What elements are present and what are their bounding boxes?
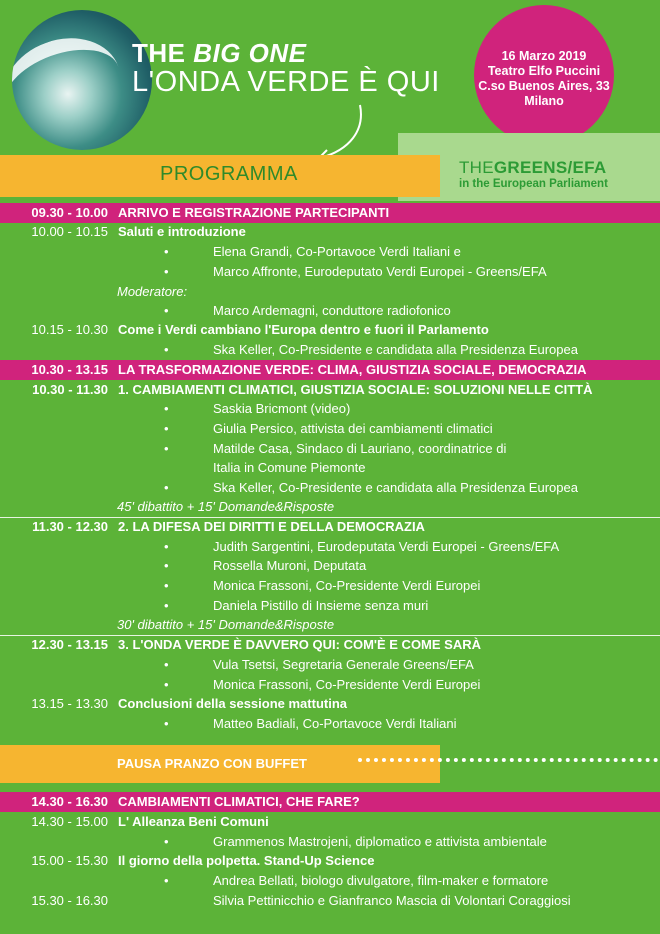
speaker-text: Italia in Comune Piemonte bbox=[213, 460, 366, 475]
speaker-text: Matilde Casa, Sindaco di Lauriano, coordinatrice di bbox=[213, 441, 507, 456]
bullet-icon: • bbox=[164, 401, 169, 416]
speaker-text: Andrea Bellati, biologo divulgatore, film-maker e formatore bbox=[213, 873, 549, 888]
speaker-text: Saskia Bricmont (video) bbox=[213, 401, 351, 416]
speaker-text: Vula Tsetsi, Segretaria Generale Greens/EFA bbox=[213, 657, 474, 672]
session-row bbox=[0, 320, 660, 340]
speaker-text: Judith Sargentini, Eurodeputata Verdi Europei - Greens/EFA bbox=[213, 539, 560, 554]
bullet-icon: • bbox=[164, 657, 169, 672]
bullet-icon: • bbox=[164, 303, 169, 318]
event-city: Milano bbox=[524, 94, 564, 108]
debate-note: 30' dibattito + 15' Domande&Risposte bbox=[117, 617, 335, 632]
session-row bbox=[0, 694, 660, 714]
speaker-text: Ska Keller, Co-Presidente e candidata alla Presidenza Europea bbox=[213, 342, 578, 357]
session-title: Come i Verdi cambiano l'Europa dentro e fuori il Parlamento bbox=[118, 322, 489, 337]
speaker-row bbox=[0, 556, 660, 576]
event-date: 16 Marzo 2019 bbox=[501, 49, 587, 63]
section-title: LA TRASFORMAZIONE VERDE: CLIMA, GIUSTIZIA SOCIALE, DEMOCRAZIA bbox=[118, 362, 587, 377]
debate-note-row bbox=[0, 615, 660, 635]
session-title: L' Alleanza Beni Comuni bbox=[118, 814, 269, 829]
speaker-text: Giulia Persico, attivista dei cambiamenti climatici bbox=[213, 421, 493, 436]
speaker-row bbox=[0, 832, 660, 852]
bullet-icon: • bbox=[164, 441, 169, 456]
speaker-row bbox=[0, 439, 660, 459]
speaker-text: Matteo Badiali, Co-Portavoce Verdi Italiani bbox=[213, 716, 457, 731]
time-slot: 09.30 - 10.00 bbox=[31, 205, 108, 220]
time-slot: 13.15 - 13.30 bbox=[31, 696, 108, 711]
speaker-text: Marco Affronte, Eurodeputato Verdi Europei - Greens/EFA bbox=[213, 264, 547, 279]
debate-note: 45' dibattito + 15' Domande&Risposte bbox=[117, 499, 335, 514]
time-slot: 11.30 - 12.30 bbox=[32, 519, 108, 534]
speaker-row bbox=[0, 301, 660, 321]
speaker-text: Grammenos Mastrojeni, diplomatico e attivista ambientale bbox=[213, 834, 547, 849]
speaker-row bbox=[0, 242, 660, 262]
speaker-continuation-row bbox=[0, 458, 660, 478]
moderator-row bbox=[0, 282, 660, 302]
moderator-label: Moderatore: bbox=[117, 284, 188, 299]
time-slot: 12.30 - 13.15 bbox=[31, 637, 108, 652]
time-slot: 15.00 - 15.30 bbox=[31, 853, 108, 868]
session-row bbox=[0, 851, 660, 871]
bullet-icon: • bbox=[164, 244, 169, 259]
session-row bbox=[0, 891, 660, 911]
time-slot: 10.30 - 11.30 bbox=[32, 382, 108, 397]
speaker-row bbox=[0, 596, 660, 616]
time-slot: 15.30 - 16.30 bbox=[31, 893, 108, 908]
session-row bbox=[0, 380, 660, 400]
speaker-text: Monica Frassoni, Co-Presidente Verdi Europei bbox=[213, 578, 481, 593]
bullet-icon: • bbox=[164, 873, 169, 888]
wave-image bbox=[12, 10, 152, 150]
section-header-row bbox=[0, 792, 660, 812]
section-header-row bbox=[0, 360, 660, 380]
speaker-row bbox=[0, 419, 660, 439]
event-info-circle bbox=[474, 5, 614, 145]
speaker-text: Ska Keller, Co-Presidente e candidata alla Presidenza Europea bbox=[213, 480, 578, 495]
time-slot: 10.30 - 13.15 bbox=[31, 362, 108, 377]
session-title: Saluti e introduzione bbox=[118, 224, 246, 239]
title-line-1: THE BIG ONE bbox=[132, 38, 307, 68]
speaker-row bbox=[0, 340, 660, 360]
bullet-icon: • bbox=[164, 342, 169, 357]
programma-label: PROGRAMMA bbox=[160, 163, 298, 185]
title-line-2: L'ONDA VERDE È QUI bbox=[132, 66, 440, 98]
debate-note-row bbox=[0, 497, 660, 517]
session-row bbox=[0, 635, 660, 655]
speaker-row bbox=[0, 576, 660, 596]
speaker-text: Daniela Pistillo di Insieme senza muri bbox=[213, 598, 429, 613]
session-title: 2. LA DIFESA DEI DIRITTI E DELLA DEMOCRAZIA bbox=[118, 519, 425, 534]
session-title: 3. L'ONDA VERDE È DAVVERO QUI: COM'È E COME SARÀ bbox=[118, 637, 481, 652]
speaker-row bbox=[0, 537, 660, 557]
session-row bbox=[0, 203, 660, 223]
time-slot: 14.30 - 16.30 bbox=[31, 794, 108, 809]
speaker-text: Silvia Pettinicchio e Gianfranco Mascia di Volontari Coraggiosi bbox=[213, 893, 571, 908]
event-venue: Teatro Elfo Puccini bbox=[487, 64, 601, 78]
bullet-icon: • bbox=[164, 421, 169, 436]
dotted-line-decoration bbox=[358, 758, 658, 770]
session-title: Il giorno della polpetta. Stand-Up Science bbox=[118, 853, 375, 868]
session-row bbox=[0, 517, 660, 537]
bullet-icon: • bbox=[164, 578, 169, 593]
speaker-text: Rossella Muroni, Deputata bbox=[213, 558, 367, 573]
bullet-icon: • bbox=[164, 834, 169, 849]
bullet-icon: • bbox=[164, 716, 169, 731]
speaker-row bbox=[0, 871, 660, 891]
time-slot: 10.00 - 10.15 bbox=[31, 224, 108, 239]
bullet-icon: • bbox=[164, 598, 169, 613]
speaker-text: Monica Frassoni, Co-Presidente Verdi Europei bbox=[213, 677, 481, 692]
speaker-row bbox=[0, 714, 660, 734]
bullet-icon: • bbox=[164, 264, 169, 279]
lunch-break-label: PAUSA PRANZO CON BUFFET bbox=[117, 756, 307, 771]
session-row bbox=[0, 812, 660, 832]
speaker-row bbox=[0, 675, 660, 695]
speaker-text: Elena Grandi, Co-Portavoce Verdi Italiani e bbox=[213, 244, 461, 259]
speaker-text: Marco Ardemagni, conduttore radiofonico bbox=[213, 303, 451, 318]
speaker-row bbox=[0, 478, 660, 498]
bullet-icon: • bbox=[164, 539, 169, 554]
greens-efa-logo: THEGREENS/EFA in the European Parliament bbox=[459, 158, 608, 190]
session-row bbox=[0, 222, 660, 242]
session-title: 1. CAMBIAMENTI CLIMATICI, GIUSTIZIA SOCIALE: SOLUZIONI NELLE CITTÀ bbox=[118, 382, 593, 397]
bullet-icon: • bbox=[164, 558, 169, 573]
time-slot: 14.30 - 15.00 bbox=[31, 814, 108, 829]
session-title: Conclusioni della sessione mattutina bbox=[118, 696, 347, 711]
event-address: C.so Buenos Aires, 33 bbox=[478, 79, 610, 93]
session-title: ARRIVO E REGISTRAZIONE PARTECIPANTI bbox=[118, 205, 390, 220]
bullet-icon: • bbox=[164, 480, 169, 495]
speaker-row bbox=[0, 399, 660, 419]
time-slot: 10.15 - 10.30 bbox=[31, 322, 108, 337]
bullet-icon: • bbox=[164, 677, 169, 692]
speaker-row bbox=[0, 262, 660, 282]
section-title: CAMBIAMENTI CLIMATICI, CHE FARE? bbox=[118, 794, 360, 809]
speaker-row bbox=[0, 655, 660, 675]
